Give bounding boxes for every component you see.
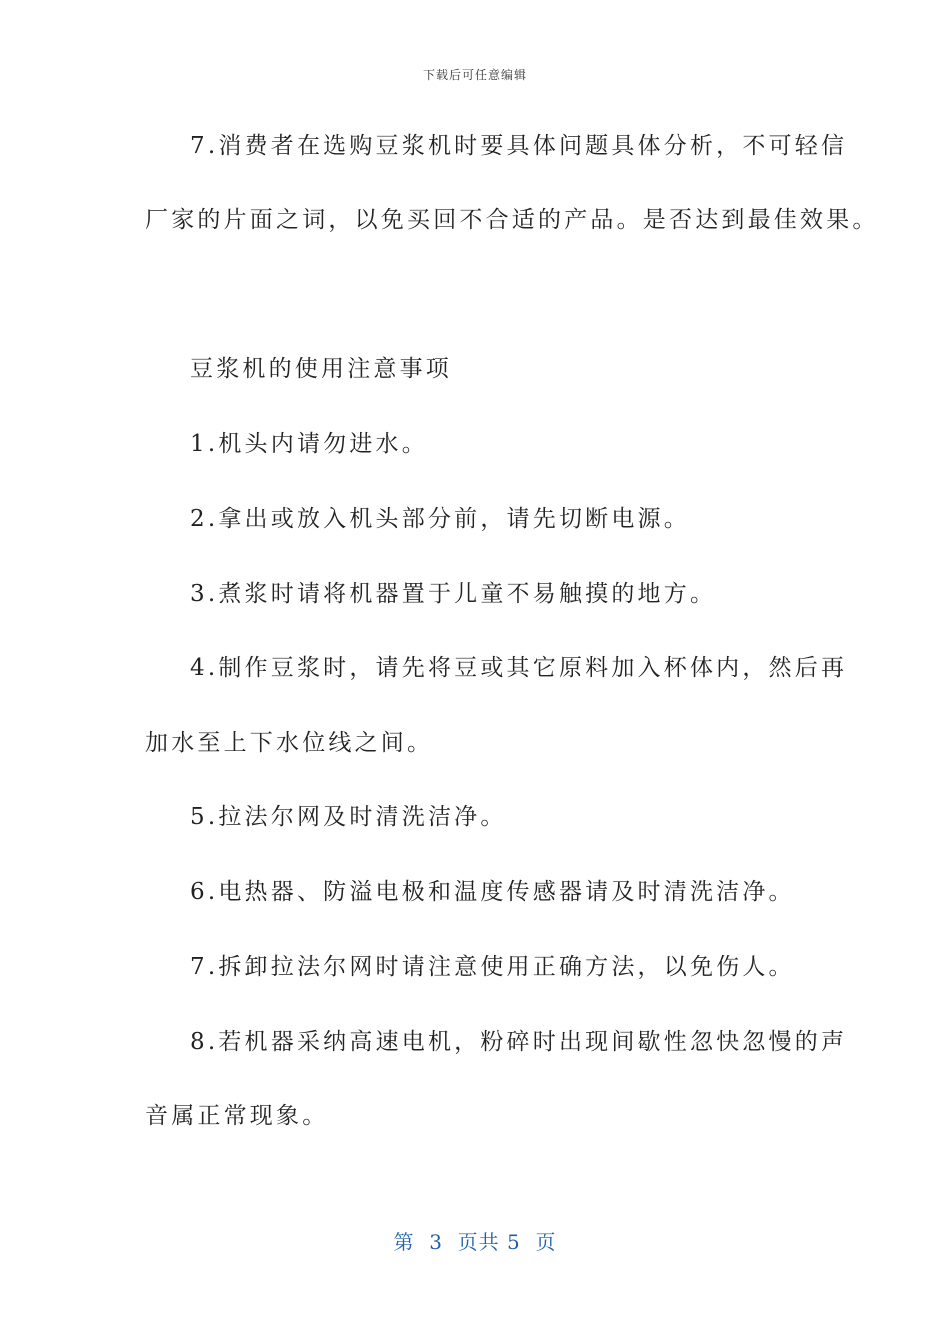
section-heading-usage-notes: 豆浆机的使用注意事项 [190,356,452,382]
note-item-3: 3.煮浆时请将机器置于儿童不易触摸的地方。 [190,581,717,607]
paragraph-consumer-advice-line-2: 厂家的片面之词，以免买回不合适的产品。是否达到最佳效果。 [145,207,879,233]
note-item-5: 5.拉法尔网及时清洗洁净。 [190,804,507,830]
note-item-7: 7.拆卸拉法尔网时请注意使用正确方法，以免伤人。 [190,954,795,980]
note-item-6: 6.电热器、防溢电极和温度传感器请及时清洗洁净。 [190,879,795,905]
note-item-8-line-1: 8.若机器采纳高速电机，粉碎时出现间歇性忽快忽慢的声 [190,1029,848,1055]
page-number-footer: 第 3 页共 5 页 [393,1230,557,1254]
paragraph-consumer-advice-line-1: 7.消费者在选购豆浆机时要具体问题具体分析，不可轻信 [190,133,848,159]
note-item-1: 1.机头内请勿进水。 [190,431,428,457]
note-item-2: 2.拿出或放入机头部分前，请先切断电源。 [190,506,690,532]
page-header: 下载后可任意编辑 [422,68,527,82]
note-item-4-line-2: 加水至上下水位线之间。 [145,730,434,756]
note-item-8-line-2: 音属正常现象。 [145,1103,329,1129]
note-item-4-line-1: 4.制作豆浆时，请先将豆或其它原料加入杯体内，然后再 [190,655,848,681]
